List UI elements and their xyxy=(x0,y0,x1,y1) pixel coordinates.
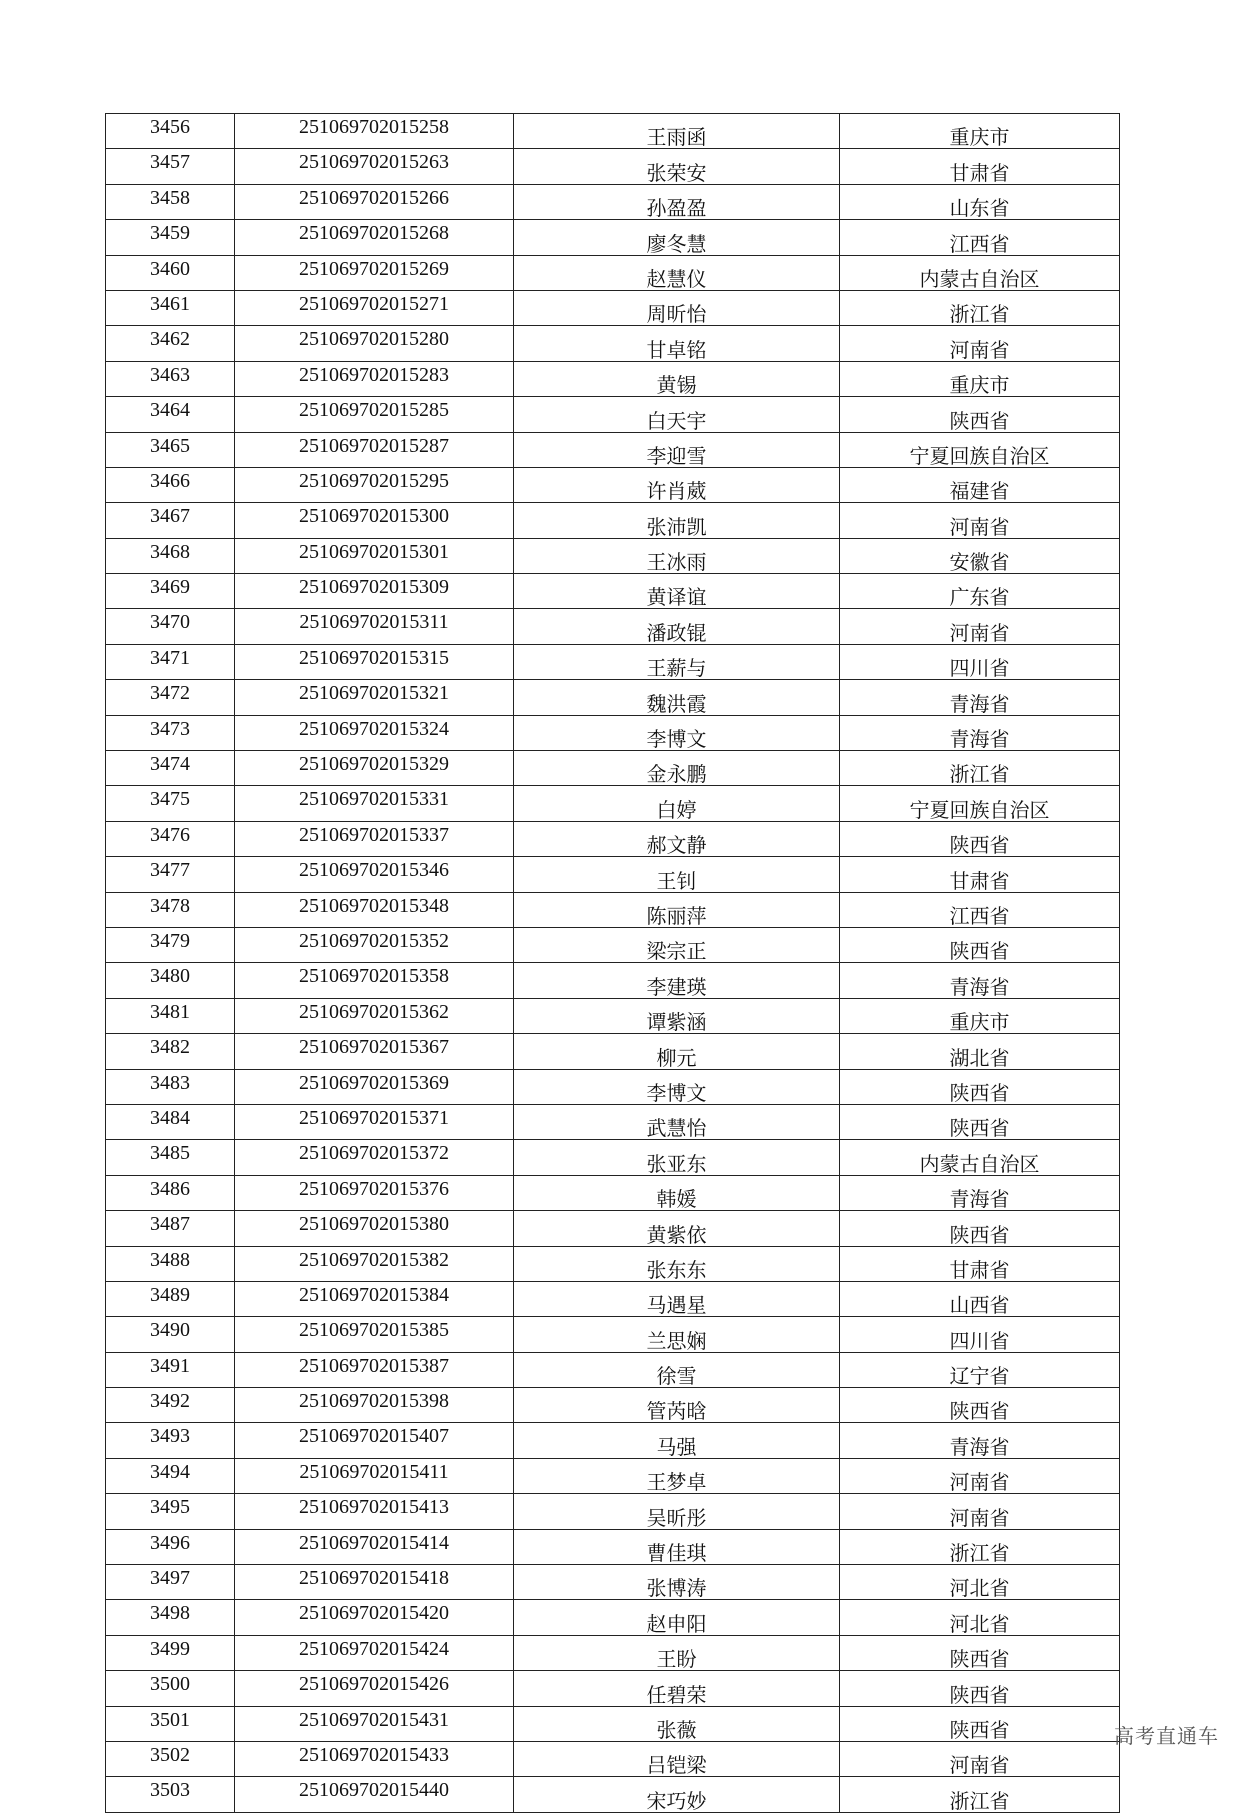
table-row xyxy=(106,432,1120,467)
seq-cell: 3463 xyxy=(106,361,235,396)
name-cell: 王雨函 xyxy=(514,114,840,149)
seq-cell: 3491 xyxy=(106,1352,235,1387)
seq-cell: 3477 xyxy=(106,857,235,892)
name-cell: 赵慧仪 xyxy=(514,255,840,290)
name-cell: 王薪与 xyxy=(514,644,840,679)
table-row xyxy=(106,1069,1120,1104)
name-cell: 徐雪 xyxy=(514,1352,840,1387)
seq-cell: 3475 xyxy=(106,786,235,821)
region-cell: 青海省 xyxy=(840,680,1120,715)
seq-cell: 3462 xyxy=(106,326,235,361)
region-cell: 四川省 xyxy=(840,1317,1120,1352)
seq-cell: 3473 xyxy=(106,715,235,750)
region-cell: 甘肃省 xyxy=(840,149,1120,184)
seq-cell: 3493 xyxy=(106,1423,235,1458)
seq-cell: 3500 xyxy=(106,1671,235,1706)
name-cell: 周昕怡 xyxy=(514,290,840,325)
exam-id-cell: 251069702015263 xyxy=(235,149,514,184)
region-cell: 河南省 xyxy=(840,1741,1120,1776)
exam-id-cell: 251069702015348 xyxy=(235,892,514,927)
seq-cell: 3483 xyxy=(106,1069,235,1104)
exam-id-cell: 251069702015385 xyxy=(235,1317,514,1352)
exam-id-cell: 251069702015295 xyxy=(235,467,514,502)
table-row xyxy=(106,892,1120,927)
region-cell: 山西省 xyxy=(840,1281,1120,1316)
table-row xyxy=(106,927,1120,962)
seq-cell: 3464 xyxy=(106,397,235,432)
seq-cell: 3503 xyxy=(106,1777,235,1812)
exam-id-cell: 251069702015362 xyxy=(235,998,514,1033)
name-cell: 吕铠梁 xyxy=(514,1741,840,1776)
name-cell: 白天宇 xyxy=(514,397,840,432)
table-row xyxy=(106,1388,1120,1423)
name-cell: 张博涛 xyxy=(514,1565,840,1600)
region-cell: 陕西省 xyxy=(840,1706,1120,1741)
exam-id-cell: 251069702015300 xyxy=(235,503,514,538)
seq-cell: 3482 xyxy=(106,1034,235,1069)
region-cell: 四川省 xyxy=(840,644,1120,679)
region-cell: 浙江省 xyxy=(840,290,1120,325)
table-row xyxy=(106,397,1120,432)
exam-id-cell: 251069702015418 xyxy=(235,1565,514,1600)
name-cell: 曹佳琪 xyxy=(514,1529,840,1564)
region-cell: 河北省 xyxy=(840,1600,1120,1635)
seq-cell: 3479 xyxy=(106,927,235,962)
exam-id-cell: 251069702015369 xyxy=(235,1069,514,1104)
seq-cell: 3472 xyxy=(106,680,235,715)
region-cell: 陕西省 xyxy=(840,1635,1120,1670)
roster-body xyxy=(106,114,1120,1813)
region-cell: 陕西省 xyxy=(840,1388,1120,1423)
name-cell: 王冰雨 xyxy=(514,538,840,573)
region-cell: 宁夏回族自治区 xyxy=(840,432,1120,467)
region-cell: 河南省 xyxy=(840,326,1120,361)
table-row xyxy=(106,361,1120,396)
exam-id-cell: 251069702015271 xyxy=(235,290,514,325)
name-cell: 武慧怡 xyxy=(514,1104,840,1139)
region-cell: 陕西省 xyxy=(840,1104,1120,1139)
name-cell: 张荣安 xyxy=(514,149,840,184)
exam-id-cell: 251069702015358 xyxy=(235,963,514,998)
table-row xyxy=(106,1671,1120,1706)
region-cell: 陕西省 xyxy=(840,1211,1120,1246)
table-row xyxy=(106,644,1120,679)
name-cell: 韩媛 xyxy=(514,1175,840,1210)
seq-cell: 3474 xyxy=(106,751,235,786)
exam-id-cell: 251069702015346 xyxy=(235,857,514,892)
name-cell: 谭紫涵 xyxy=(514,998,840,1033)
table-row xyxy=(106,1458,1120,1493)
table-row xyxy=(106,1706,1120,1741)
table-row xyxy=(106,290,1120,325)
exam-id-cell: 251069702015413 xyxy=(235,1494,514,1529)
seq-cell: 3461 xyxy=(106,290,235,325)
exam-id-cell: 251069702015411 xyxy=(235,1458,514,1493)
seq-cell: 3498 xyxy=(106,1600,235,1635)
name-cell: 管芮晗 xyxy=(514,1388,840,1423)
region-cell: 江西省 xyxy=(840,220,1120,255)
seq-cell: 3460 xyxy=(106,255,235,290)
exam-id-cell: 251069702015387 xyxy=(235,1352,514,1387)
region-cell: 陕西省 xyxy=(840,1671,1120,1706)
name-cell: 李博文 xyxy=(514,715,840,750)
seq-cell: 3490 xyxy=(106,1317,235,1352)
table-row xyxy=(106,114,1120,149)
region-cell: 河北省 xyxy=(840,1565,1120,1600)
region-cell: 河南省 xyxy=(840,609,1120,644)
region-cell: 陕西省 xyxy=(840,397,1120,432)
table-row xyxy=(106,1246,1120,1281)
exam-id-cell: 251069702015414 xyxy=(235,1529,514,1564)
table-row xyxy=(106,574,1120,609)
region-cell: 重庆市 xyxy=(840,114,1120,149)
exam-id-cell: 251069702015280 xyxy=(235,326,514,361)
seq-cell: 3497 xyxy=(106,1565,235,1600)
name-cell: 宋巧妙 xyxy=(514,1777,840,1812)
table-row xyxy=(106,1600,1120,1635)
region-cell: 宁夏回族自治区 xyxy=(840,786,1120,821)
exam-id-cell: 251069702015324 xyxy=(235,715,514,750)
table-row xyxy=(106,963,1120,998)
seq-cell: 3499 xyxy=(106,1635,235,1670)
table-row xyxy=(106,149,1120,184)
table-row xyxy=(106,1565,1120,1600)
seq-cell: 3468 xyxy=(106,538,235,573)
name-cell: 王梦卓 xyxy=(514,1458,840,1493)
region-cell: 青海省 xyxy=(840,715,1120,750)
name-cell: 金永鹏 xyxy=(514,751,840,786)
table-row xyxy=(106,1211,1120,1246)
seq-cell: 3478 xyxy=(106,892,235,927)
name-cell: 白婷 xyxy=(514,786,840,821)
seq-cell: 3495 xyxy=(106,1494,235,1529)
seq-cell: 3457 xyxy=(106,149,235,184)
seq-cell: 3496 xyxy=(106,1529,235,1564)
name-cell: 黄锡 xyxy=(514,361,840,396)
name-cell: 马强 xyxy=(514,1423,840,1458)
exam-id-cell: 251069702015269 xyxy=(235,255,514,290)
exam-id-cell: 251069702015372 xyxy=(235,1140,514,1175)
seq-cell: 3469 xyxy=(106,574,235,609)
region-cell: 江西省 xyxy=(840,892,1120,927)
exam-id-cell: 251069702015315 xyxy=(235,644,514,679)
name-cell: 魏洪霞 xyxy=(514,680,840,715)
name-cell: 马遇星 xyxy=(514,1281,840,1316)
seq-cell: 3456 xyxy=(106,114,235,149)
exam-id-cell: 251069702015287 xyxy=(235,432,514,467)
seq-cell: 3484 xyxy=(106,1104,235,1139)
seq-cell: 3465 xyxy=(106,432,235,467)
seq-cell: 3488 xyxy=(106,1246,235,1281)
table-row xyxy=(106,255,1120,290)
seq-cell: 3486 xyxy=(106,1175,235,1210)
watermark-text: 高考直通车 xyxy=(1114,1724,1219,1748)
exam-id-cell: 251069702015283 xyxy=(235,361,514,396)
region-cell: 山东省 xyxy=(840,184,1120,219)
table-row xyxy=(106,538,1120,573)
region-cell: 河南省 xyxy=(840,503,1120,538)
table-row xyxy=(106,1104,1120,1139)
table-row xyxy=(106,680,1120,715)
region-cell: 陕西省 xyxy=(840,821,1120,856)
seq-cell: 3458 xyxy=(106,184,235,219)
exam-id-cell: 251069702015311 xyxy=(235,609,514,644)
name-cell: 柳元 xyxy=(514,1034,840,1069)
table-row xyxy=(106,1175,1120,1210)
exam-id-cell: 251069702015329 xyxy=(235,751,514,786)
table-row xyxy=(106,821,1120,856)
name-cell: 黄译谊 xyxy=(514,574,840,609)
name-cell: 甘卓铭 xyxy=(514,326,840,361)
table-row xyxy=(106,1741,1120,1776)
name-cell: 许肖葳 xyxy=(514,467,840,502)
name-cell: 廖冬慧 xyxy=(514,220,840,255)
seq-cell: 3459 xyxy=(106,220,235,255)
table-row xyxy=(106,786,1120,821)
exam-id-cell: 251069702015440 xyxy=(235,1777,514,1812)
roster-table xyxy=(105,113,1120,1813)
name-cell: 张薇 xyxy=(514,1706,840,1741)
exam-id-cell: 251069702015367 xyxy=(235,1034,514,1069)
exam-id-cell: 251069702015266 xyxy=(235,184,514,219)
exam-id-cell: 251069702015407 xyxy=(235,1423,514,1458)
exam-id-cell: 251069702015382 xyxy=(235,1246,514,1281)
table-row xyxy=(106,1494,1120,1529)
seq-cell: 3489 xyxy=(106,1281,235,1316)
table-row xyxy=(106,1034,1120,1069)
table-row xyxy=(106,467,1120,502)
table-row xyxy=(106,1529,1120,1564)
seq-cell: 3481 xyxy=(106,998,235,1033)
name-cell: 王盼 xyxy=(514,1635,840,1670)
region-cell: 浙江省 xyxy=(840,1777,1120,1812)
table-row xyxy=(106,326,1120,361)
seq-cell: 3494 xyxy=(106,1458,235,1493)
exam-id-cell: 251069702015301 xyxy=(235,538,514,573)
name-cell: 潘政锟 xyxy=(514,609,840,644)
table-row xyxy=(106,998,1120,1033)
exam-id-cell: 251069702015309 xyxy=(235,574,514,609)
name-cell: 张沛凯 xyxy=(514,503,840,538)
region-cell: 河南省 xyxy=(840,1494,1120,1529)
exam-id-cell: 251069702015268 xyxy=(235,220,514,255)
name-cell: 张东东 xyxy=(514,1246,840,1281)
region-cell: 浙江省 xyxy=(840,751,1120,786)
region-cell: 内蒙古自治区 xyxy=(840,255,1120,290)
name-cell: 陈丽萍 xyxy=(514,892,840,927)
table-row xyxy=(106,1423,1120,1458)
exam-id-cell: 251069702015380 xyxy=(235,1211,514,1246)
exam-id-cell: 251069702015420 xyxy=(235,1600,514,1635)
exam-id-cell: 251069702015433 xyxy=(235,1741,514,1776)
exam-id-cell: 251069702015331 xyxy=(235,786,514,821)
name-cell: 张亚东 xyxy=(514,1140,840,1175)
table-row xyxy=(106,1777,1120,1812)
exam-id-cell: 251069702015337 xyxy=(235,821,514,856)
exam-id-cell: 251069702015352 xyxy=(235,927,514,962)
exam-id-cell: 251069702015371 xyxy=(235,1104,514,1139)
table-row xyxy=(106,857,1120,892)
name-cell: 郝文静 xyxy=(514,821,840,856)
seq-cell: 3471 xyxy=(106,644,235,679)
name-cell: 赵申阳 xyxy=(514,1600,840,1635)
exam-id-cell: 251069702015384 xyxy=(235,1281,514,1316)
name-cell: 任碧荣 xyxy=(514,1671,840,1706)
exam-id-cell: 251069702015376 xyxy=(235,1175,514,1210)
seq-cell: 3470 xyxy=(106,609,235,644)
exam-id-cell: 251069702015285 xyxy=(235,397,514,432)
table-row xyxy=(106,1635,1120,1670)
region-cell: 陕西省 xyxy=(840,1069,1120,1104)
exam-id-cell: 251069702015424 xyxy=(235,1635,514,1670)
table-row xyxy=(106,184,1120,219)
table-row xyxy=(106,609,1120,644)
table-row xyxy=(106,715,1120,750)
table-row xyxy=(106,503,1120,538)
seq-cell: 3501 xyxy=(106,1706,235,1741)
name-cell: 王钊 xyxy=(514,857,840,892)
table-row xyxy=(106,751,1120,786)
region-cell: 陕西省 xyxy=(840,927,1120,962)
exam-id-cell: 251069702015258 xyxy=(235,114,514,149)
exam-id-cell: 251069702015426 xyxy=(235,1671,514,1706)
table-row xyxy=(106,1352,1120,1387)
region-cell: 辽宁省 xyxy=(840,1352,1120,1387)
region-cell: 重庆市 xyxy=(840,361,1120,396)
seq-cell: 3466 xyxy=(106,467,235,502)
region-cell: 甘肃省 xyxy=(840,1246,1120,1281)
exam-id-cell: 251069702015321 xyxy=(235,680,514,715)
region-cell: 青海省 xyxy=(840,1423,1120,1458)
name-cell: 兰思娴 xyxy=(514,1317,840,1352)
name-cell: 黄紫依 xyxy=(514,1211,840,1246)
region-cell: 河南省 xyxy=(840,1458,1120,1493)
region-cell: 湖北省 xyxy=(840,1034,1120,1069)
name-cell: 李建瑛 xyxy=(514,963,840,998)
seq-cell: 3502 xyxy=(106,1741,235,1776)
table-row xyxy=(106,1140,1120,1175)
region-cell: 青海省 xyxy=(840,1175,1120,1210)
exam-id-cell: 251069702015398 xyxy=(235,1388,514,1423)
seq-cell: 3476 xyxy=(106,821,235,856)
seq-cell: 3487 xyxy=(106,1211,235,1246)
region-cell: 浙江省 xyxy=(840,1529,1120,1564)
name-cell: 孙盈盈 xyxy=(514,184,840,219)
seq-cell: 3485 xyxy=(106,1140,235,1175)
region-cell: 福建省 xyxy=(840,467,1120,502)
name-cell: 李博文 xyxy=(514,1069,840,1104)
seq-cell: 3492 xyxy=(106,1388,235,1423)
region-cell: 内蒙古自治区 xyxy=(840,1140,1120,1175)
seq-cell: 3467 xyxy=(106,503,235,538)
table-row xyxy=(106,1281,1120,1316)
seq-cell: 3480 xyxy=(106,963,235,998)
region-cell: 甘肃省 xyxy=(840,857,1120,892)
region-cell: 青海省 xyxy=(840,963,1120,998)
exam-id-cell: 251069702015431 xyxy=(235,1706,514,1741)
region-cell: 安徽省 xyxy=(840,538,1120,573)
name-cell: 李迎雪 xyxy=(514,432,840,467)
region-cell: 广东省 xyxy=(840,574,1120,609)
region-cell: 重庆市 xyxy=(840,998,1120,1033)
name-cell: 吴昕彤 xyxy=(514,1494,840,1529)
table-row xyxy=(106,220,1120,255)
name-cell: 梁宗正 xyxy=(514,927,840,962)
table-row xyxy=(106,1317,1120,1352)
